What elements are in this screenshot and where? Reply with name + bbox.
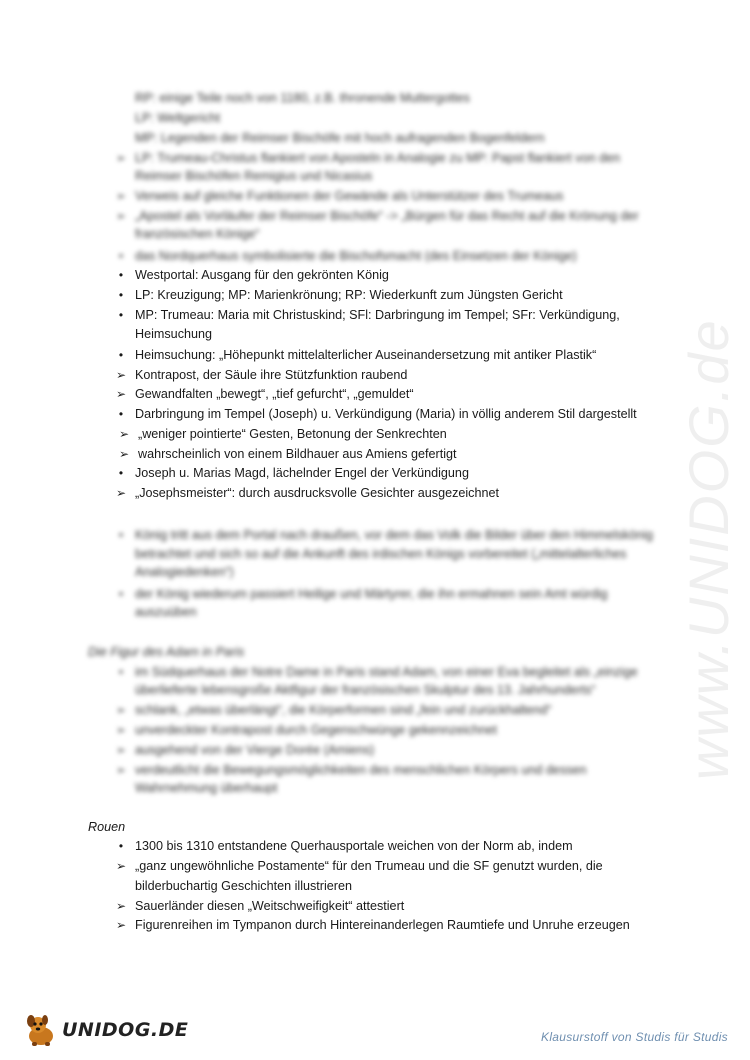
list-item: Westportal: Ausgang für den gekrönten König: [135, 268, 389, 282]
arrow-bullet-icon: ➢: [118, 427, 130, 441]
footer-slogan: Klausurstoff von Studis für Studis: [541, 1030, 728, 1044]
arrow-bullet-icon: ➢: [115, 209, 127, 223]
blurred-line: französischen Könige“: [135, 227, 260, 241]
list-item: Figurenreihen im Tympanon durch Hintereinanderlegen Raumtiefe und Unruhe erzeugen: [135, 918, 630, 932]
list-item: Heimsuchung: „Höhepunkt mittelalterlicher Auseinandersetzung mit antiker Plastik“: [135, 348, 597, 362]
blurred-line: „Apostel als Vorläufer der Reimser Bischöfe“ -> „Bürgen für das Recht auf die Krönung der: [135, 209, 639, 223]
arrow-bullet-icon: ➢: [115, 918, 127, 932]
bullet-icon: •: [118, 407, 124, 421]
bullet-icon: •: [118, 268, 124, 282]
bullet-icon: •: [118, 348, 124, 362]
list-item: Kontrapost, der Säule ihre Stützfunktion raubend: [135, 368, 408, 382]
blurred-line: Reimser Bischöfen Remigius und Nicasius: [135, 169, 373, 183]
blurred-line: König tritt aus dem Portal nach draußen, vor dem das Volk die Bilder über den Himmelskönig: [135, 528, 654, 542]
list-item: Darbringung im Tempel (Joseph) u. Verkündigung (Maria) in völlig anderem Stil dargestellt: [135, 407, 637, 421]
arrow-bullet-icon: ➢: [115, 387, 127, 401]
bullet-icon: •: [118, 249, 124, 263]
list-item: MP: Trumeau: Maria mit Christuskind; SFl: Darbringung im Tempel; SFr: Verkündigung,: [135, 308, 620, 322]
list-item: „weniger pointierte“ Gesten, Betonung der Senkrechten: [138, 427, 447, 441]
arrow-bullet-icon: ➢: [115, 859, 127, 873]
bullet-icon: •: [118, 288, 124, 302]
list-item: Sauerländer diesen „Weitschweifigkeit“ attestiert: [135, 899, 405, 913]
bullet-icon: •: [118, 587, 124, 601]
blurred-line: RP: einige Teile noch von 1180, z.B. thronende Muttergottes: [135, 91, 470, 105]
bullet-icon: •: [118, 665, 124, 679]
arrow-bullet-icon: ➢: [118, 447, 130, 461]
blurred-line: LP: Trumeau-Christus flankiert von Aposteln in Analogie zu MP: Papst flankiert von den: [135, 151, 621, 165]
list-item: LP: Kreuzigung; MP: Marienkrönung; RP: Wiederkunft zum Jüngsten Gericht: [135, 288, 563, 302]
logo-text: UNIDOG.DE: [62, 1019, 189, 1041]
unidog-logo: [22, 1012, 188, 1048]
blurred-line: auszuüben: [135, 605, 197, 619]
arrow-bullet-icon: ➢: [115, 486, 127, 500]
blurred-line: schlank, „etwas überlängt“, die Körperformen sind „fein und zurückhaltend“: [135, 703, 552, 717]
list-item-continuation: bilderbuchartig Geschichten illustrieren: [135, 879, 353, 893]
blurred-line: das Nordquerhaus symbolisierte die Bischofsmacht (des Einsetzen der Könige): [135, 249, 577, 263]
blurred-line: im Südquerhaus der Notre Dame in Paris stand Adam, von einer Eva begleitet als „einzige: [135, 665, 638, 679]
arrow-bullet-icon: ➢: [115, 763, 127, 777]
blurred-line: ausgehend von der Vierge Dorée (Amiens): [135, 743, 375, 757]
bullet-icon: •: [118, 308, 124, 322]
blurred-line: unverdeckter Kontrapost durch Gegenschwünge gekennzeichnet: [135, 723, 497, 737]
dog-mascot-icon: [22, 1012, 60, 1048]
blurred-line: der König wiederum passiert Heilige und Märtyrer, die ihn ermahnen sein Amt würdig: [135, 587, 608, 601]
section-heading-rouen: Rouen: [88, 820, 126, 834]
bullet-icon: •: [118, 466, 124, 480]
blurred-line: betrachtet und sich so auf die Ankunft des irdischen Königs vorbereitet („mittelalterliches: [135, 547, 627, 561]
arrow-bullet-icon: ➢: [115, 151, 127, 165]
blurred-line: Verweis auf gleiche Funktionen der Gewände als Unterstützer des Trumeaus: [135, 189, 564, 203]
watermark: www.UNIDOG.de: [677, 318, 740, 780]
list-item-continuation: Heimsuchung: [135, 327, 213, 341]
blurred-line: MP: Legenden der Reimser Bischöfe mit hoch aufragenden Bogenfeldern: [135, 131, 545, 145]
arrow-bullet-icon: ➢: [115, 723, 127, 737]
list-item: „Josephsmeister“: durch ausdrucksvolle Gesichter ausgezeichnet: [135, 486, 499, 500]
arrow-bullet-icon: ➢: [115, 703, 127, 717]
blurred-line: überlieferte lebensgroße Aktfigur der französischen Skulptur des 13. Jahrhunderts“: [135, 683, 596, 697]
blurred-line: Analogiedenken“): [135, 565, 234, 579]
arrow-bullet-icon: ➢: [115, 743, 127, 757]
bullet-icon: •: [118, 528, 124, 542]
list-item: 1300 bis 1310 entstandene Querhausportale weichen von der Norm ab, indem: [135, 839, 573, 853]
arrow-bullet-icon: ➢: [115, 189, 127, 203]
blurred-line: verdeutlicht die Bewegungsmöglichkeiten des menschlichen Körpers und dessen: [135, 763, 587, 777]
bullet-icon: •: [118, 839, 124, 853]
list-item: „ganz ungewöhnliche Postamente“ für den Trumeau und die SF genutzt wurden, die: [135, 859, 603, 873]
section-heading: Die Figur des Adam in Paris: [88, 645, 245, 659]
list-item: Gewandfalten „bewegt“, „tief gefurcht“, „gemuldet“: [135, 387, 414, 401]
blurred-line: Wahrnehmung überhaupt: [135, 781, 278, 795]
blurred-line: LP: Weltgericht: [135, 111, 221, 125]
arrow-bullet-icon: ➢: [115, 368, 127, 382]
arrow-bullet-icon: ➢: [115, 899, 127, 913]
list-item: Joseph u. Marias Magd, lächelnder Engel der Verkündigung: [135, 466, 469, 480]
list-item: wahrscheinlich von einem Bildhauer aus Amiens gefertigt: [138, 447, 457, 461]
